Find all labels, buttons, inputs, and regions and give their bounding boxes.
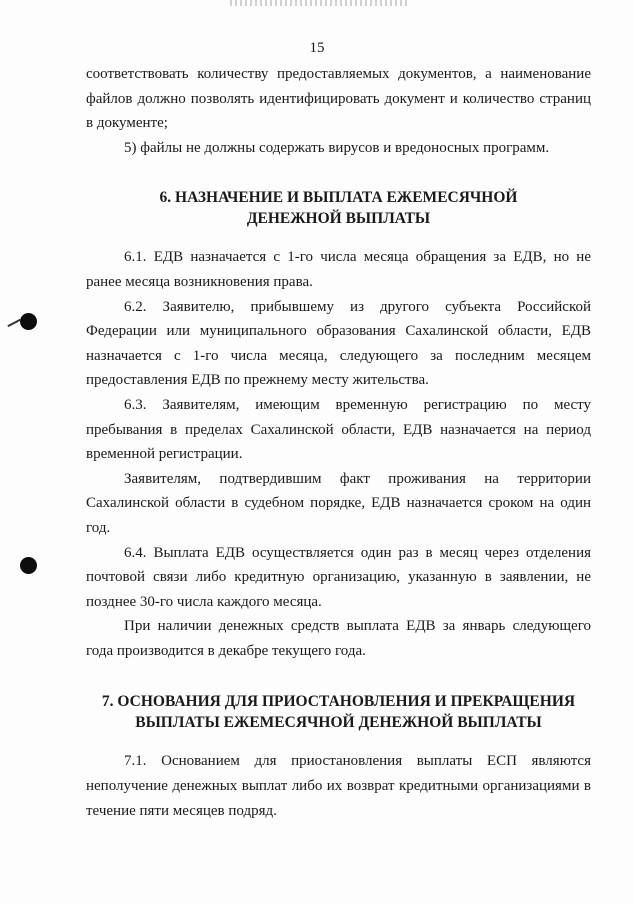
paragraph-6-1: 6.1. ЕДВ назначается с 1-го числа месяца обращения за ЕДВ, но не ранее месяца возникновения права. [86,249,591,290]
section-6-heading-line-1: 6. НАЗНАЧЕНИЕ И ВЫПЛАТА ЕЖЕМЕСЯЧНОЙ [159,189,518,207]
section-7-heading [86,692,591,733]
section-7-heading-line-1: 7. ОСНОВАНИЯ ДЛЯ ПРИОСТАНОВЛЕНИЯ И ПРЕКРАЩЕНИЯ [101,693,576,711]
paragraph-continued: соответствовать количеству предоставляемых документов, а наименование файлов должно позволять идентифицировать документ и количество страниц в документе; [86,66,591,132]
punch-hole [20,557,37,574]
paragraph-6-4: 6.4. Выплата ЕДВ осуществляется один раз в месяц через отделения почтовой связи либо кредитную организацию, указанную в заявлении, не позднее 30-го числа каждого месяца. [86,544,591,610]
scan-speck [14,134,20,140]
paragraph-7-1: 7.1. Основанием для приостановления выплаты ЕСП являются неполучение денежных выплат либо их возврат кредитными организациями в течение пяти месяцев подряд. [86,753,591,819]
paragraph-6-4-cont: При наличии денежных средств выплата ЕДВ за январь следующего года производится в декабре текущего года. [86,618,591,659]
paragraph-item-5: 5) файлы не должны содержать вирусов и вредоносных программ. [124,139,550,156]
paragraph-6-3: 6.3. Заявителям, имеющим временную регистрацию по месту пребывания в пределах Сахалинской области, ЕДВ назначается на период временной регистрации. [86,396,591,463]
page-number: 15 [309,40,325,56]
paragraph-6-3-cont: Заявителям, подтвердившим факт проживания на территории Сахалинской области в судебном порядке, ЕДВ назначается сроком на один год. [86,470,591,536]
section-6-heading [86,188,591,229]
section-6-heading-line-2: ДЕНЕЖНОЙ ВЫПЛАТЫ [246,209,431,227]
document-body [86,62,591,823]
section-7-heading-line-2: ВЫПЛАТЫ ЕЖЕМЕСЯЧНОЙ ДЕНЕЖНОЙ ВЫПЛАТЫ [135,713,542,731]
paragraph-6-2: 6.2. Заявителю, прибывшему из другого субъекта Российской Федерации или муниципального образования Сахалинской области, ЕДВ назначается с 1-го числа месяца, следующего за последним месяцем предоставления ЕДВ по прежнему месту жительства. [86,298,591,389]
scan-artifact [230,0,410,6]
punch-hole [20,313,37,330]
scan-mark [7,319,20,327]
